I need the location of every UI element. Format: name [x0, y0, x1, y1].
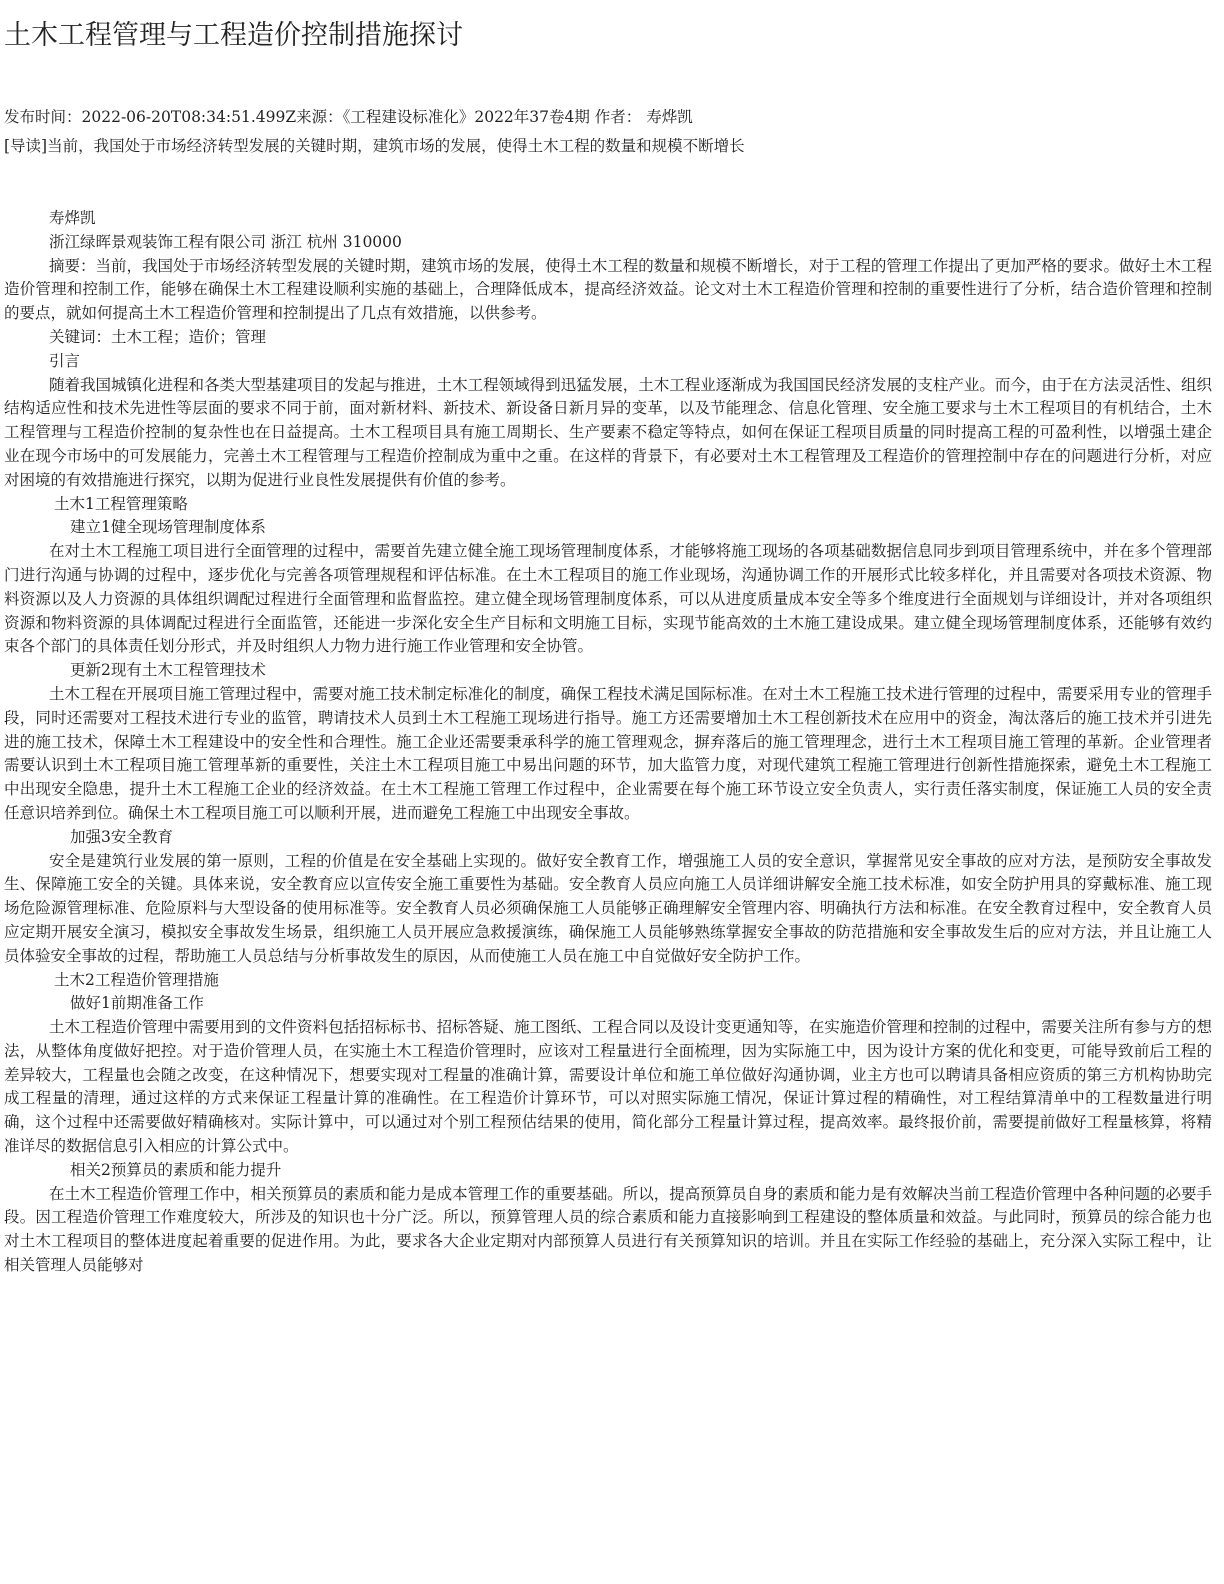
paragraph-1-3: 安全是建筑行业发展的第一原则，工程的价值是在安全基础上实现的。做好安全教育工作，增强施工人员的安全意识，掌握常见安全事故的应对方法，是预防安全事故发生、保障施工安全的关键。具体来说，安全教育应以宣传安全施工重要性为基础。安全教育人员应向施工人员详细讲解安全施工技术标准，如安全防护用具的穿戴标准、施工现场危险源管理标准、危险原料与大型设备的使用标准等。安全教育人员必须确保施工人员能够正确理解安全管理内容、明确执行方法和标准。在安全教育过程中，安全教育人员应定期开展安全演习，模拟安全事故发生场景，组织施工人员开展应急救援演练，确保施工人员能够熟练掌握安全事故的防范措施和安全事故发生后的应对方法，并且让施工人员体验安全事故的过程，帮助施工人员总结与分析事故发生的原因，从而使施工人员在施工中自觉做好安全防护工作。: [4, 851, 1212, 965]
article-body: [4, 207, 1212, 1278]
paragraph-2-2: 在土木工程造价管理工作中，相关预算员的素质和能力是成本管理工作的重要基础。所以，提高预算员自身的素质和能力是有效解决当前工程造价管理中各种问题的必要手段。因工程造价管理工作难度较大，所涉及的知识也十分广泛。所以，预算管理人员的综合素质和能力直接影响到工程建设的整体质量和效益。与此同时，预算员的综合能力也对土木工程项目的整体进度起着重要的促进作用。为此，要求各大企业定期对内部预算人员进行有关预算知识的培训。并且在实际工作经验的基础上，充分深入实际工程中，让相关管理人员能够对: [4, 1184, 1212, 1275]
subsection-heading-1-2: 更新2现有土木工程管理技术: [70, 661, 266, 680]
paragraph-1-2: 土木工程在开展项目施工管理过程中，需要对施工技术制定标准化的制度，确保工程技术满足国际标准。在对土木工程施工技术进行管理的过程中，需要采用专业的管理手段，同时还需要对工程技术进行专业的监管，聘请技术人员到土木工程施工现场进行指导。施工方还需要增加土木工程创新技术在应用中的资金，淘汰落后的施工技术并引进先进的施工技术，保障土木工程建设中的安全性和合理性。施工企业还需要秉承科学的施工管理观念，摒弃落后的施工管理理念，进行土木工程项目施工管理的革新。企业管理者需要认识到土木工程项目施工管理革新的重要性，关注土木工程项目施工中易出问题的环节，加大监管力度，对现代建筑工程施工管理进行创新性措施探索，避免土木工程施工中出现安全隐患，提升土木工程施工企业的经济效益。在土木工程施工管理工作过程中，企业需要在每个施工环节设立安全负责人，实行责任落实制度，保证施工人员的安全责任意识培养到位。确保土木工程项目施工可以顺利开展，进而避免工程施工中出现安全事故。: [4, 684, 1212, 822]
intro-heading: 引言: [48, 351, 80, 370]
article-lead: [导读]当前，我国处于市场经济转型发展的关键时期，建筑市场的发展，使得土木工程的数量和规模不断增长: [4, 137, 745, 155]
article-title: 土木工程管理与工程造价控制措施探讨: [4, 20, 463, 51]
intro-paragraph: 随着我国城镇化进程和各类大型基建项目的发起与推进，土木工程领域得到迅猛发展，土木工程业逐渐成为我国国民经济发展的支柱产业。而今，由于在方法灵活性、组织结构适应性和技术先进性等层面的要求不同于前，面对新材料、新技术、新设备日新月异的变革，以及节能理念、信息化管理、安全施工要求与土木工程项目的有机结合，土木工程管理与工程造价控制的复杂性也在日益提高。土木工程项目具有施工周期长、生产要素不稳定等特点，如何在保证工程项目质量的同时提高工程的可盈利性，以增强土建企业在现今市场中的可发展能力，完善土木工程管理与工程造价控制成为重中之重。在这样的背景下，有必要对土木工程管理及工程造价的管理控制中存在的问题进行分析，对应对困境的有效措施进行探究，以期为促进行业良性发展提供有价值的参考。: [4, 375, 1212, 489]
paragraph-1-1: 在对土木工程施工项目进行全面管理的过程中，需要首先建立健全施工现场管理制度体系，才能够将施工现场的各项基础数据信息同步到项目管理系统中，并在多个管理部门进行沟通与协调的过程中，逐步优化与完善各项管理规程和评估标准。在土木工程项目的施工作业现场，沟通协调工作的开展形式比较多样化，并且需要对各项技术资源、物料资源以及人力资源的具体组织调配过程进行全面管理和监督监控。建立健全现场管理制度体系，可以从进度质量成本安全等多个维度进行全面规划与详细设计，并对各项组织资源和物料资源的具体调配过程进行全面监管，还能进一步深化安全生产目标和文明施工目标，实现节能高效的土木施工建设成果。建立健全现场管理制度体系，还能够有效约束各个部门的具体责任划分形式，并及时组织人力物力进行施工作业管理和安全协管。: [4, 542, 1212, 656]
subsection-heading-2-1: 做好1前期准备工作: [70, 994, 204, 1013]
paragraph-2-1: 土木工程造价管理中需要用到的文件资料包括招标标书、招标答疑、施工图纸、工程合同以及设计变更通知等，在实施造价管理和控制的过程中，需要关注所有参与方的想法，从整体角度做好把控。对于造价管理人员，在实施土木工程造价管理时，应该对工程量进行全面梳理，因为实际施工中，因为设计方案的优化和变更，可能导致前后工程的差异较大，工程量也会随之改变，在这种情况下，想要实现对工程量的准确计算，需要设计单位和施工单位做好沟通协调，业主方也可以聘请具备相应资质的第三方机构协助完成工程量的清理，通过这样的方式来保证工程量计算的准确性。在工程造价计算环节，可以对照实际施工情况，保证计算过程的精确性，对工程结算清单中的工程数量进行明确，这个过程中还需要做好精确核对。实际计算中，可以通过对个别工程预估结果的使用，简化部分工程量计算过程，提高效率。最终报价前，需要提前做好工程量核算，将精准详尽的数据信息引入相应的计算公式中。: [4, 1018, 1212, 1156]
subsection-heading-1-1: 建立1健全现场管理制度体系: [70, 518, 266, 537]
section-heading-2: 土木2工程造价管理措施: [54, 970, 219, 989]
section-heading-1: 土木1工程管理策略: [54, 494, 188, 513]
keywords-line: 关键词：土木工程；造价；管理: [48, 327, 266, 346]
subsection-heading-2-2: 相关2预算员的素质和能力提升: [70, 1160, 282, 1179]
article-meta: 发布时间：2022-06-20T08:34:51.499Z来源：《工程建设标准化》2022年37卷4期 作者： 寿烨凯: [4, 108, 693, 126]
author-name: 寿烨凯: [48, 209, 96, 227]
subsection-heading-1-3: 加强3安全教育: [70, 827, 173, 846]
author-affiliation: 浙江绿晖景观装饰工程有限公司 浙江 杭州 310000: [48, 232, 402, 251]
abstract-paragraph: 摘要：当前，我国处于市场经济转型发展的关键时期，建筑市场的发展，使得土木工程的数量和规模不断增长，对于工程的管理工作提出了更加严格的要求。做好土木工程造价管理和控制工作，能够在确保土木工程建设顺利实施的基础上，合理降低成本，提高经济效益。论文对土木工程造价管理和控制的重要性进行了分析，结合造价管理和控制的要点，就如何提高土木工程造价管理和控制提出了几点有效措施，以供参考。: [4, 256, 1212, 323]
